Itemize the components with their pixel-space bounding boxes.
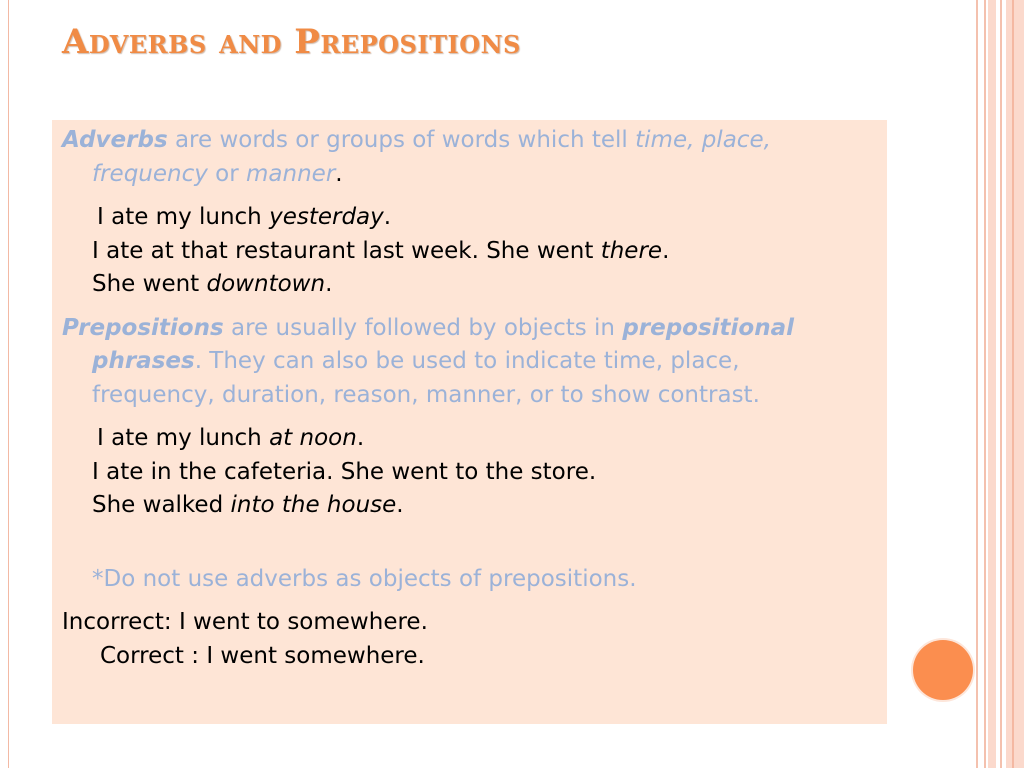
slide-title: Adverbs and Prepositions xyxy=(62,22,521,62)
preposition-example-2: I ate in the cafeteria. She went to the store. xyxy=(92,458,597,485)
prepositions-definition: Prepositions are usually followed by objects in prepositional phrases. They can also be used to indicate time, place, frequency, duration, reason, manner, or to show contrast. xyxy=(62,314,795,408)
adverb-example-3: She went downtown. xyxy=(92,271,333,297)
preposition-example-3: She walked into the house. xyxy=(92,492,404,518)
adverbs-term: Adverbs xyxy=(62,127,168,153)
left-border-line xyxy=(8,0,9,768)
adverbs-definition: Adverbs are words or groups of words which tell time, place, frequency or manner. xyxy=(62,127,771,187)
left-margin xyxy=(0,0,8,768)
adverb-examples xyxy=(62,201,862,302)
decorative-stripes xyxy=(976,0,1024,768)
slide-body xyxy=(62,124,862,673)
adverb-example-1: I ate my lunch yesterday. xyxy=(97,204,392,230)
correct-example: Correct : I went somewhere. xyxy=(100,642,425,669)
note: *Do not use adverbs as objects of prepositions. xyxy=(92,565,637,592)
incorrect-example: Incorrect: I went to somewhere. xyxy=(62,609,428,635)
prepositions-term: Prepositions xyxy=(62,314,224,341)
preposition-examples xyxy=(62,422,862,523)
preposition-example-1: I ate my lunch at noon. xyxy=(97,425,365,451)
adverb-example-2: I ate at that restaurant last week. She went there. xyxy=(92,237,670,264)
decorative-circle xyxy=(913,640,973,700)
